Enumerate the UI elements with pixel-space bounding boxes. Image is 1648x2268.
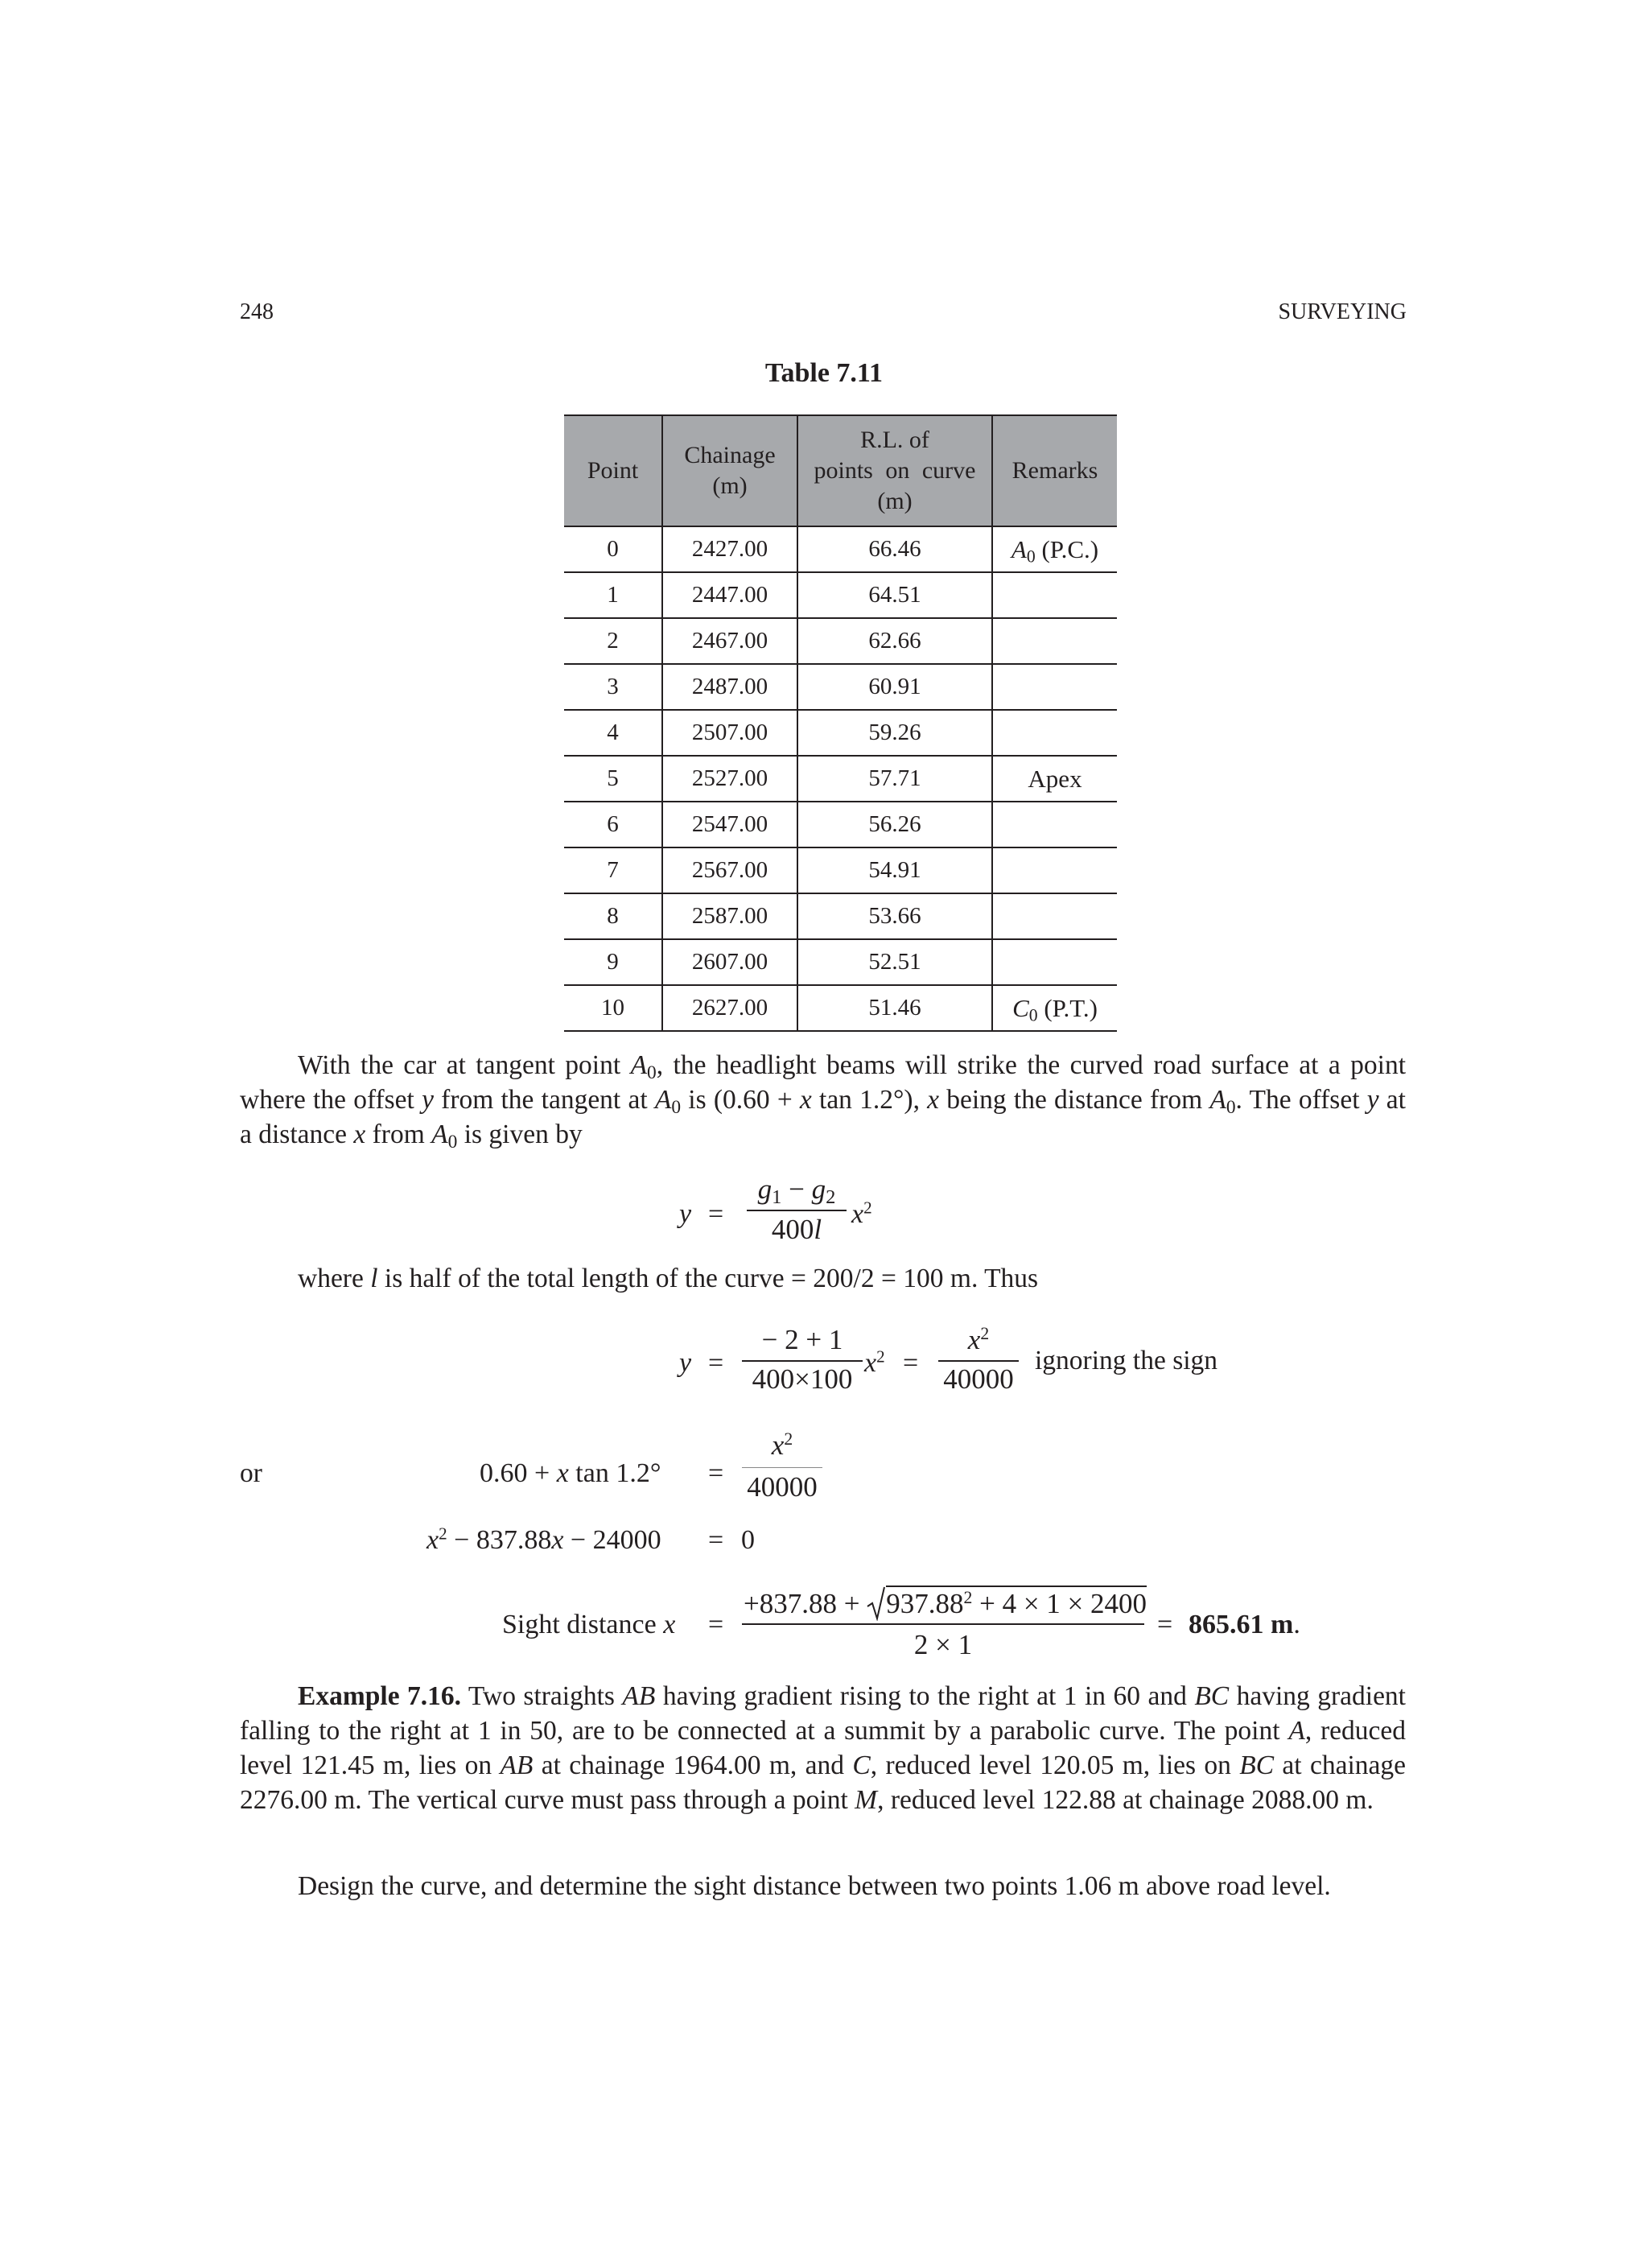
eq2-lhs: y xyxy=(679,1348,692,1378)
table-row xyxy=(564,526,1117,572)
cell-remark xyxy=(992,847,1117,893)
cell-remark xyxy=(992,710,1117,756)
cell-chainage: 2507.00 xyxy=(662,710,797,756)
remark-letter: A xyxy=(1011,534,1027,563)
cell-chainage: 2427.00 xyxy=(662,526,797,572)
cell-point: 8 xyxy=(564,893,662,939)
cell-rl: 62.66 xyxy=(797,618,992,664)
eq5-equals: = xyxy=(708,1610,724,1639)
table-row xyxy=(564,710,1117,756)
cell-chainage: 2487.00 xyxy=(662,664,797,710)
table-row xyxy=(564,664,1117,710)
table-row xyxy=(564,756,1117,802)
eq4-rhs: 0 xyxy=(741,1525,755,1555)
eq2-equals: = xyxy=(708,1348,724,1378)
cell-point: 7 xyxy=(564,847,662,893)
table-row xyxy=(564,618,1117,664)
cell-point: 2 xyxy=(564,618,662,664)
cell-remark xyxy=(992,802,1117,847)
cell-chainage: 2607.00 xyxy=(662,939,797,985)
eq5-numerator: $+837.88 + 937.88^2 + 4 \times 1 \times 2400$ xyxy=(744,1586,1147,1621)
cell-remark xyxy=(992,664,1117,710)
cell-remark xyxy=(992,985,1117,1031)
sight-distance-result: 865.61 m xyxy=(1189,1610,1294,1639)
table-row xyxy=(564,893,1117,939)
cell-rl: 59.26 xyxy=(797,710,992,756)
eq4-equals: = xyxy=(708,1525,724,1555)
eq1-lhs: y xyxy=(679,1199,692,1229)
cell-chainage: 2547.00 xyxy=(662,802,797,847)
eq3-den: 40000 xyxy=(747,1471,818,1503)
cell-rl: 66.46 xyxy=(797,526,992,572)
eq5-equals2: = xyxy=(1157,1610,1173,1639)
cell-point: 3 xyxy=(564,664,662,710)
eq2-num1: − 2 + 1 xyxy=(761,1324,843,1355)
cell-remark: Apex xyxy=(992,756,1117,802)
cell-point: 9 xyxy=(564,939,662,985)
table-row xyxy=(564,847,1117,893)
cell-point: 0 xyxy=(564,526,662,572)
cell-rl: 56.26 xyxy=(797,802,992,847)
cell-point: 4 xyxy=(564,710,662,756)
col-header-point: Point xyxy=(564,415,662,526)
example-label: Example 7.16. xyxy=(298,1681,462,1711)
remark-text: (P.T.) xyxy=(1037,993,1098,1022)
design-paragraph xyxy=(240,1869,1406,1903)
eq3-equals: = xyxy=(708,1458,724,1488)
eq2-den1: 400×100 xyxy=(752,1363,853,1395)
cell-chainage: 2447.00 xyxy=(662,572,797,618)
cell-chainage: 2527.00 xyxy=(662,756,797,802)
square-root-icon xyxy=(867,1586,886,1621)
cell-rl: 54.91 xyxy=(797,847,992,893)
sight-distance-label: Sight distance xyxy=(502,1610,657,1639)
cell-rl: 57.71 xyxy=(797,756,992,802)
cell-rl: 52.51 xyxy=(797,939,992,985)
cell-chainage: 2467.00 xyxy=(662,618,797,664)
cell-rl: 51.46 xyxy=(797,985,992,1031)
eq2-den2: 40000 xyxy=(943,1363,1014,1395)
col-header-chainage xyxy=(662,415,797,526)
where-line: where l is half of the total length of the curve = 200/2 = 100 m. Thus xyxy=(298,1264,1039,1293)
data-table xyxy=(564,414,1117,1032)
cell-rl: 64.51 xyxy=(797,572,992,618)
cell-point: 1 xyxy=(564,572,662,618)
eq1-equals: = xyxy=(708,1199,724,1229)
or-label: or xyxy=(240,1458,262,1488)
cell-remark xyxy=(992,526,1117,572)
remark-sub: 0 xyxy=(1028,1004,1038,1025)
table-row xyxy=(564,802,1117,847)
cell-chainage: 2587.00 xyxy=(662,893,797,939)
remark-letter: C xyxy=(1012,993,1029,1022)
col-header-rl-line3: (m) xyxy=(877,488,913,514)
eq2-note: ignoring the sign xyxy=(1035,1346,1218,1375)
cell-remark xyxy=(992,893,1117,939)
table-row xyxy=(564,572,1117,618)
cell-chainage: 2627.00 xyxy=(662,985,797,1031)
col-header-rl-line1: R.L. of xyxy=(860,427,929,453)
paragraph-headlight: With the car at tangent point $A_0$, the headlight beams will strike the curved road surface at a point where the offset y from the tangent at $A_0$ is (0.60 + x tan 1.2°), x being the distance from $A_0$. The offset y at a distance x from $A_0$ is given by xyxy=(240,1050,1407,1153)
remark-sub: 0 xyxy=(1026,546,1036,566)
cell-remark xyxy=(992,618,1117,664)
example-7-16: Example 7.16. Two straights AB having gradient rising to the right at 1 in 60 and BC having gradient falling to the right at 1 in 50, are to be connected at a summit by a parabolic curve. The point A, reduced level 121.45 m, lies on AB at chainage 1964.00 m, and C, reduced level 120.05 m, lies on BC at chainage 2276.00 m. The vertical curve must pass through a point M, reduced level 122.88 at chainage 2088.00 m. xyxy=(240,1681,1406,1815)
eq5-den: 2 × 1 xyxy=(913,1629,973,1660)
col-header-rl xyxy=(797,415,992,526)
table-row xyxy=(564,985,1117,1031)
table-caption: Table 7.11 xyxy=(764,358,884,388)
running-title: SURVEYING xyxy=(1278,299,1407,324)
cell-point: 5 xyxy=(564,756,662,802)
cell-chainage: 2567.00 xyxy=(662,847,797,893)
cell-rl: 53.66 xyxy=(797,893,992,939)
col-header-chainage-line1: Chainage xyxy=(684,442,776,468)
remark-text: (P.C.) xyxy=(1035,534,1099,563)
cell-point: 6 xyxy=(564,802,662,847)
eq2-equals2: = xyxy=(903,1348,919,1378)
col-header-chainage-line2: (m) xyxy=(712,472,748,499)
design-line2: level. xyxy=(1271,1871,1331,1901)
table-row xyxy=(564,939,1117,985)
cell-rl: 60.91 xyxy=(797,664,992,710)
col-header-remarks: Remarks xyxy=(992,415,1117,526)
cell-point: 10 xyxy=(564,985,662,1031)
col-header-rl-line2: points on curve xyxy=(814,457,976,484)
design-line1: Design the curve, and determine the sight distance between two points 1.06 m above road xyxy=(298,1871,1265,1901)
cell-remark xyxy=(992,572,1117,618)
page-number: 248 xyxy=(240,299,274,324)
table-header-row xyxy=(564,415,1117,526)
cell-remark xyxy=(992,939,1117,985)
